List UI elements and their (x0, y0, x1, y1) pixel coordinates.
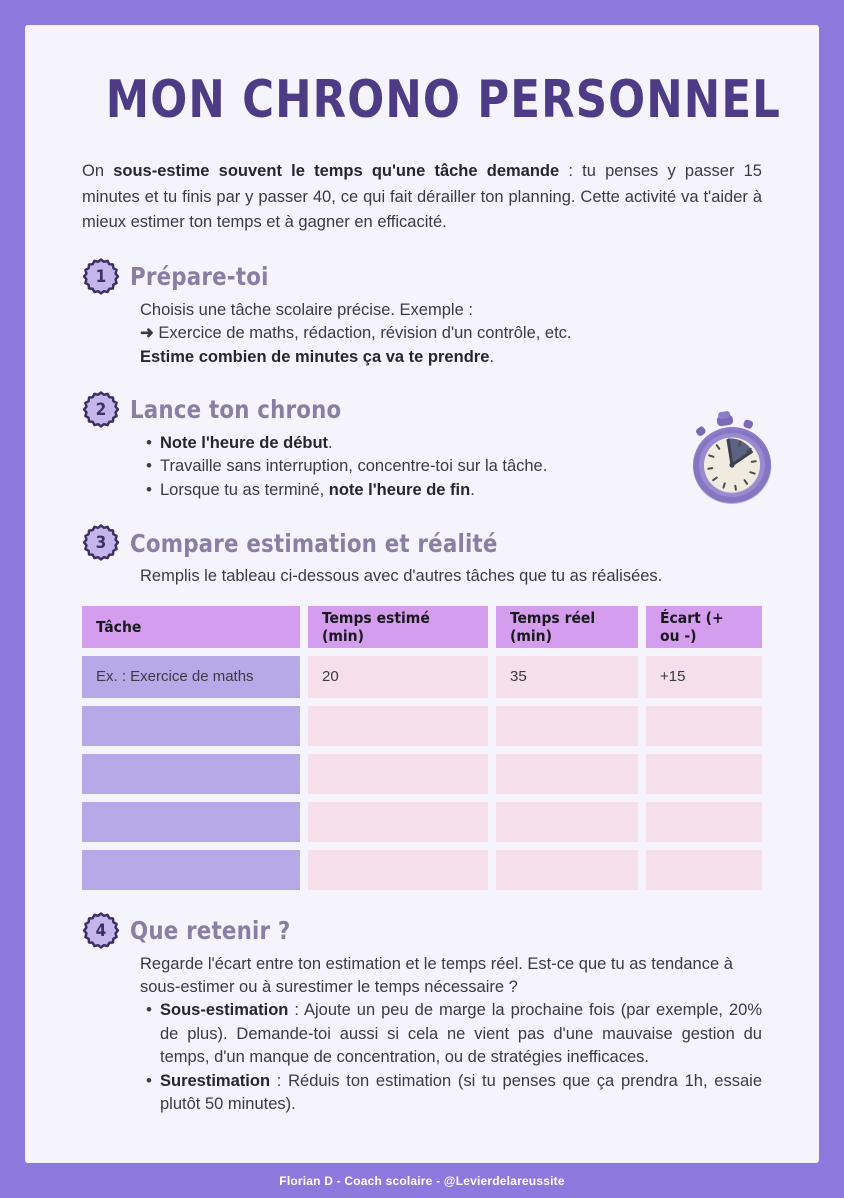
comparison-table (82, 606, 762, 890)
intro-bold: sous-estime souvent le temps qu'une tâche demande (113, 162, 560, 180)
table-cell-estimated[interactable] (308, 754, 488, 794)
bullet-lead: Lorsque tu as terminé, (160, 480, 329, 499)
step-badge-icon (82, 912, 120, 950)
step-4-title: Que retenir ? (130, 916, 291, 946)
step-number: 2 (95, 399, 107, 420)
content-column (82, 25, 782, 1117)
table-cell-actual[interactable] (496, 706, 638, 746)
step-1-line-3 (140, 346, 762, 369)
table-cell-gap[interactable] (646, 754, 762, 794)
intro-text-1: On (82, 162, 114, 180)
table-row[interactable] (82, 706, 762, 746)
table-header-cell: Temps estimé (min) (308, 606, 488, 648)
step-1-body (140, 299, 762, 369)
list-item (160, 432, 762, 455)
step-3-body (140, 565, 762, 588)
step-1-line-2 (140, 322, 762, 345)
bullet-bold: note l'heure de fin (328, 480, 471, 499)
step-number: 4 (95, 920, 107, 941)
table-cell-gap[interactable] (646, 706, 762, 746)
page-title: MON CHRONO PERSONNEL (105, 70, 782, 130)
intro-paragraph (82, 159, 762, 236)
step-4-bullets (140, 999, 762, 1116)
step-2-title: Lance ton chrono (130, 395, 342, 425)
table-row[interactable] (82, 754, 762, 794)
step-4-body (140, 953, 762, 1117)
table-cell-estimated[interactable]: 20 (308, 656, 488, 698)
step-4-header (82, 912, 762, 950)
step-2-header (82, 391, 762, 429)
table-header-cell: Écart (+ ou -) (646, 606, 762, 648)
bullet-tail: Travaille sans interruption, concentre-toi sur la tâche. (160, 457, 548, 476)
table-cell-task[interactable] (82, 754, 300, 794)
step-4 (82, 912, 762, 1117)
list-item (160, 999, 762, 1069)
list-item (160, 479, 762, 502)
arrow-icon: ➜ (140, 324, 154, 343)
bullet-tail: : Réduis ton estimation (si tu penses que ça prendra 1h, essaie plutôt 50 minutes). (160, 1071, 762, 1114)
table-cell-actual[interactable] (496, 754, 638, 794)
step-number: 1 (95, 266, 107, 287)
step-1-title: Prépare-toi (130, 262, 269, 292)
table-header-row (82, 606, 762, 648)
table-cell-gap[interactable] (646, 802, 762, 842)
step-1-line-1: Choisis une tâche scolaire précise. Exemple : (140, 300, 473, 319)
step-1 (82, 258, 762, 369)
list-item (160, 455, 762, 478)
step-badge-icon (82, 258, 120, 296)
step-3-title: Compare estimation et réalité (130, 528, 498, 558)
bullet-bold: Sous-estimation (160, 1001, 289, 1020)
step-1-line-3-tail: . (489, 347, 494, 366)
table-cell-estimated[interactable] (308, 706, 488, 746)
step-3-line-1: Remplis le tableau ci-dessous avec d'autres tâches que tu as réalisées. (140, 567, 663, 586)
step-1-line-3-bold: Estime combien de minutes ça va te prendre (140, 347, 490, 366)
table-header-cell: Temps réel (min) (496, 606, 638, 648)
step-2-bullets (140, 432, 762, 502)
table-cell-gap[interactable]: +15 (646, 656, 762, 698)
step-4-line-1: Regarde l'écart entre ton estimation et le temps réel. Est-ce que tu as tendance à sous-estimer ou à surestimer le temps nécessaire ? (140, 954, 733, 997)
step-number: 3 (95, 533, 107, 554)
table-cell-task[interactable]: Ex. : Exercice de maths (82, 656, 300, 698)
table-cell-actual[interactable] (496, 850, 638, 890)
step-2-body (140, 432, 762, 502)
list-item (160, 1070, 762, 1117)
table-cell-task[interactable] (82, 706, 300, 746)
bullet-tail: . (328, 433, 333, 452)
table-row[interactable] (82, 656, 762, 698)
step-1-header (82, 258, 762, 296)
step-3 (82, 524, 762, 588)
table-cell-gap[interactable] (646, 850, 762, 890)
bullet-tail: : Ajoute un peu de marge la prochaine fois (par exemple, 20% de plus). Demande-toi aussi si cela ne vient pas d'une mauvaise gestion du temps, d'un manque de concentration, ou de stratégies inefficaces. (160, 1001, 762, 1067)
table-header-cell: Tâche (82, 606, 300, 648)
bullet-tail: . (470, 480, 475, 499)
step-badge-icon (82, 391, 120, 429)
table-row[interactable] (82, 850, 762, 890)
table-cell-task[interactable] (82, 802, 300, 842)
step-2 (82, 391, 762, 502)
worksheet-card (25, 25, 819, 1163)
bullet-bold: Surestimation (160, 1071, 271, 1090)
step-1-line-2-text: Exercice de maths, rédaction, révision d'un contrôle, etc. (153, 324, 572, 343)
table-cell-actual[interactable]: 35 (496, 656, 638, 698)
table-cell-estimated[interactable] (308, 802, 488, 842)
step-badge-icon (82, 524, 120, 562)
footer-credit: Florian D - Coach scolaire - @Levierdelareussite (279, 1173, 565, 1188)
intro-text-2: : tu penses y passer 15 minutes et tu finis par y passer 40, ce qui fait dérailler ton planning. Cette activité va t'aider à mieux estimer ton temps et à gagner en efficacité. (82, 162, 762, 232)
table-cell-actual[interactable] (496, 802, 638, 842)
table-cell-task[interactable] (82, 850, 300, 890)
step-3-header (82, 524, 762, 562)
footer (0, 1163, 844, 1198)
table-cell-estimated[interactable] (308, 850, 488, 890)
bullet-bold: Note l'heure de début (160, 433, 329, 452)
table-row[interactable] (82, 802, 762, 842)
